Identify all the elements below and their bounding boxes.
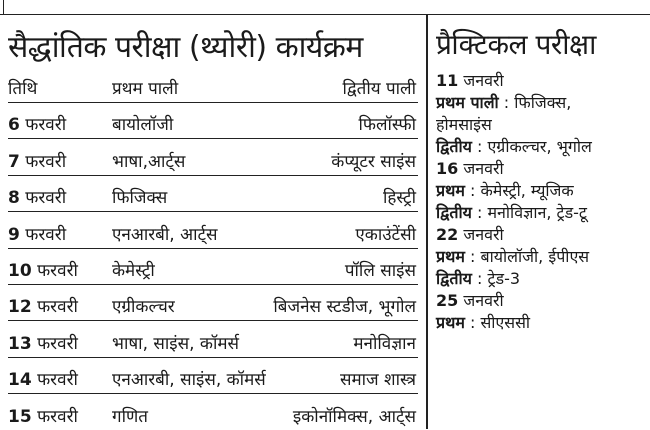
row-second-shift: पॉलि साइंस — [344, 260, 416, 281]
row-first-shift: भाषा, साइंस, कॉमर्स — [112, 333, 240, 354]
row-month: फरवरी — [25, 115, 67, 136]
practical-title: प्रैक्टिकल परीक्षा — [436, 28, 596, 61]
row-day: 15 — [8, 406, 32, 427]
list-item: प्रथम पाली : फिजिक्स, — [436, 93, 572, 112]
row-second-shift: इकोनॉमिक्स, आर्ट्स — [292, 406, 416, 427]
row-month: फरवरी — [25, 151, 67, 172]
table-row — [8, 139, 418, 175]
list-item: 11 जनवरी — [436, 71, 504, 90]
row-day: 14 — [8, 370, 32, 391]
list-item: 22 जनवरी — [436, 225, 504, 244]
table-row — [8, 103, 418, 139]
row-second-shift: बिजनेस स्टडीज, भूगोल — [273, 297, 416, 318]
row-first-shift: केमेस्ट्री — [112, 260, 155, 281]
row-day: 10 — [8, 260, 32, 281]
row-second-shift: फिलॉस्फी — [358, 115, 416, 136]
row-month: फरवरी — [25, 188, 67, 209]
table-row — [8, 176, 418, 212]
row-month: फरवरी — [37, 297, 78, 318]
list-item: द्वितीय : एग्रीकल्चर, भूगोल — [436, 137, 592, 156]
row-month: फरवरी — [25, 224, 67, 245]
list-item: प्रथम : केमेस्ट्री, म्यूजिक — [436, 181, 574, 200]
theory-schedule-table — [8, 72, 418, 430]
table-row — [8, 394, 418, 429]
row-first-shift: गणित — [112, 406, 148, 427]
list-item: द्वितीय : मनोविज्ञान, ट्रेड-टू — [436, 203, 587, 222]
list-item: द्वितीय : ट्रेड-3 — [436, 269, 521, 288]
theory-title: सैद्धांतिक परीक्षा (थ्योरी) कार्यक्रम — [8, 30, 363, 65]
row-first-shift: एनआरबी, आर्ट्स — [112, 224, 218, 245]
row-day: 12 — [8, 297, 32, 318]
header-date: तिथि — [8, 79, 38, 99]
row-first-shift: बायोलॉजी — [112, 115, 174, 136]
row-first-shift: एनआरबी, साइंस, कॉमर्स — [112, 370, 266, 391]
row-month: फरवरी — [37, 370, 78, 391]
top-border — [0, 0, 650, 15]
header-first-shift: प्रथम पाली — [112, 79, 179, 99]
table-header-row — [8, 72, 418, 103]
list-item: 25 जनवरी — [436, 291, 504, 310]
row-first-shift: भाषा,आर्ट्स — [112, 151, 186, 172]
row-day: 13 — [8, 333, 32, 354]
list-item: 16 जनवरी — [436, 159, 504, 178]
table-row — [8, 285, 418, 321]
theory-section — [0, 14, 424, 429]
table-row — [8, 321, 418, 357]
row-first-shift: एग्रीकल्चर — [112, 297, 175, 318]
row-day: 7 — [8, 151, 20, 172]
header-second-shift: द्वितीय पाली — [342, 79, 416, 99]
list-item: प्रथम : सीएससी — [436, 313, 531, 332]
row-day: 8 — [8, 188, 20, 209]
row-second-shift: कंप्यूटर साइंस — [331, 151, 416, 172]
row-month: फरवरी — [37, 260, 78, 281]
row-month: फरवरी — [37, 333, 78, 354]
row-second-shift: एकाउंटेंसी — [355, 224, 416, 245]
table-row — [8, 212, 418, 248]
list-item: होमसाइंस — [436, 115, 492, 134]
list-item: प्रथम : बायोलॉजी, ईपीएस — [436, 247, 590, 266]
table-row — [8, 249, 418, 285]
column-divider — [426, 14, 428, 429]
practical-section — [436, 14, 648, 429]
row-day: 6 — [8, 115, 20, 136]
row-second-shift: मनोविज्ञान — [353, 333, 416, 354]
row-first-shift: फिजिक्स — [112, 188, 168, 209]
row-second-shift: हिस्ट्री — [382, 188, 416, 209]
row-day: 9 — [8, 224, 20, 245]
row-second-shift: समाज शास्त्र — [339, 370, 416, 391]
row-month: फरवरी — [37, 406, 78, 427]
table-row — [8, 358, 418, 394]
practical-schedule-list — [436, 70, 648, 334]
